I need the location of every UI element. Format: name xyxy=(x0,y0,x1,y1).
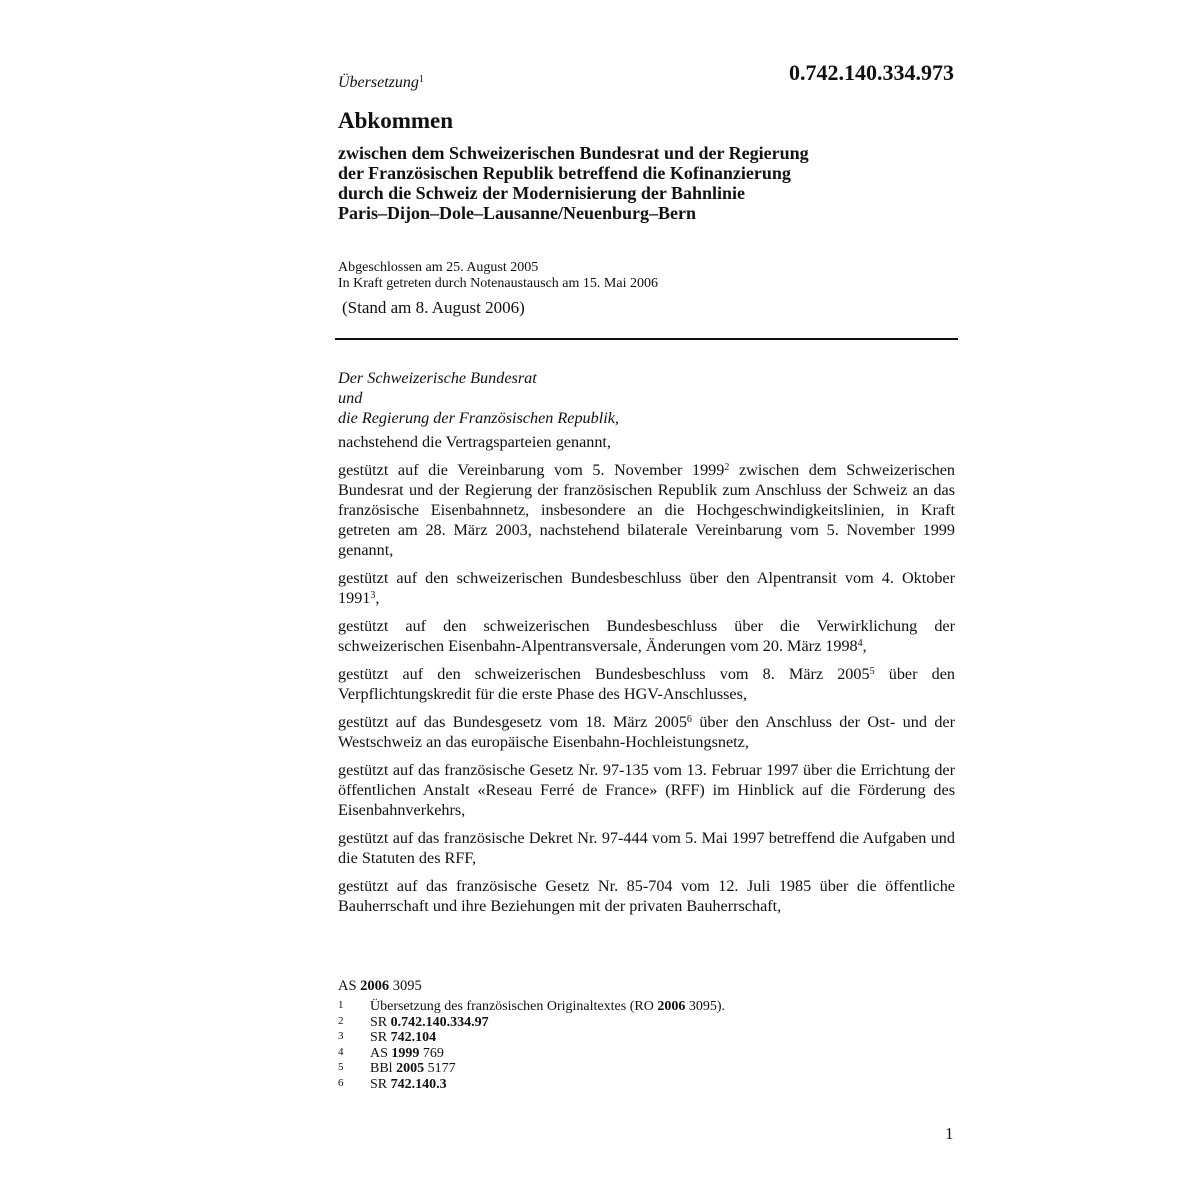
concluded-date: Abgeschlossen am 25. August 2005 xyxy=(338,260,539,275)
preamble-paragraph xyxy=(338,616,955,656)
paragraph-text: gestützt auf den schweizerischen Bundesbeschluss vom 8. März 2005 xyxy=(338,665,870,683)
as-reference xyxy=(338,978,422,995)
footnotes xyxy=(338,999,725,1092)
footnote-text: AS 1999 769 xyxy=(370,1045,444,1061)
paragraph-text: , xyxy=(375,589,380,607)
preamble-paragraph xyxy=(338,712,955,752)
party-line: und xyxy=(338,389,363,407)
preamble-paragraph xyxy=(338,664,955,704)
footnote xyxy=(338,999,725,1015)
paragraph-text: gestützt auf die Vereinbarung vom 5. November 1999 xyxy=(338,461,725,479)
as-page: 3095 xyxy=(389,978,422,994)
footnote-ref-1[interactable]: 1 xyxy=(418,74,424,85)
footnote xyxy=(338,1015,725,1031)
as-prefix: AS xyxy=(338,978,361,994)
footnote xyxy=(338,1030,725,1046)
document-title: Abkommen xyxy=(338,108,454,133)
footnote xyxy=(338,1077,725,1093)
document-subtitle xyxy=(338,143,898,223)
footnote-number: 1 xyxy=(338,999,344,1011)
document-meta xyxy=(338,260,658,292)
subtitle-line: zwischen dem Schweizerischen Bundesrat und der Regierung xyxy=(338,143,809,163)
subtitle-line: der Französischen Republik betreffend die Kofinanzierung xyxy=(338,163,791,183)
footnote-text: Übersetzung des französischen Originaltextes (RO 2006 3095). xyxy=(370,999,725,1014)
footnote-ref-3[interactable]: 3 xyxy=(370,590,376,601)
footnote-ref-6[interactable]: 6 xyxy=(686,714,692,725)
footnote-text: SR 742.140.3 xyxy=(370,1076,447,1092)
footnote-ref-5[interactable]: 5 xyxy=(869,666,875,677)
stand-date: (Stand am 8. August 2006) xyxy=(342,298,525,317)
translation-text: Übersetzung xyxy=(338,74,419,91)
footnote-ref-4[interactable]: 4 xyxy=(857,638,863,649)
footnote-text: SR 0.742.140.334.97 xyxy=(370,1014,489,1030)
preamble xyxy=(338,368,955,916)
preamble-paragraph: nachstehend die Vertragsparteien genannt, xyxy=(338,433,611,451)
subtitle-line: durch die Schweiz der Modernisierung der Bahnlinie xyxy=(338,183,746,203)
sr-number: 0.742.140.334.973 xyxy=(789,60,954,85)
preamble-paragraph: gestützt auf das französische Gesetz Nr. 85-704 vom 12. Juli 1985 über die öffentliche Bauherrschaft und ihre Beziehungen mit der privaten Bauherrschaft, xyxy=(338,877,955,915)
footnote-number: 5 xyxy=(338,1061,344,1073)
footnote xyxy=(338,1061,725,1077)
paragraph-text: zwischen dem Schweizerischen Bundesrat und der Regierung der französischen Republik zum Anschluss der Schweiz an das französische Eisenbahnnetz, insbesondere an die Hochgeschwindigkeitslinien, in Kraft getreten am 28. März 2003, nachstehend bilaterale Vereinbarung vom 5. November 1999 genannt, xyxy=(338,461,955,559)
paragraph-text: über den Anschluss der Ost- und der Westschweiz an das europäische Eisenbahn-Hochleistungsnetz, xyxy=(338,713,955,751)
footnote-ref-2[interactable]: 2 xyxy=(724,462,730,473)
translation-label xyxy=(338,74,424,92)
paragraph-text: gestützt auf den schweizerischen Bundesbeschluss über den Alpentransit vom 4. Oktober 1991 xyxy=(338,569,955,607)
preamble-paragraph: gestützt auf das französische Dekret Nr. 97-444 vom 5. Mai 1997 betreffend die Aufgaben und die Statuten des RFF, xyxy=(338,829,955,867)
preamble-paragraph xyxy=(338,568,955,608)
in-force-date: In Kraft getreten durch Notenaustausch am 15. Mai 2006 xyxy=(338,276,658,291)
paragraph-text: gestützt auf den schweizerischen Bundesbeschluss über die Verwirklichung der schweizerischen Eisenbahn-Alpentransversale, Änderungen vom 20. März 1998 xyxy=(338,617,955,655)
footnote-number: 6 xyxy=(338,1076,344,1089)
footnote-text: SR 742.104 xyxy=(370,1030,437,1045)
footnote-text: BBl 2005 5177 xyxy=(370,1061,456,1076)
footnote xyxy=(338,1046,725,1062)
as-year: 2006 xyxy=(360,978,390,994)
paragraph-text: , xyxy=(862,637,867,655)
horizontal-rule xyxy=(335,338,958,340)
preamble-paragraph: gestützt auf das französische Gesetz Nr. 97-135 vom 13. Februar 1997 über die Errichtung der öffentlichen Anstalt «Reseau Ferré de France» (RFF) im Hinblick auf die Förderung des Eisenbahnverkehrs, xyxy=(338,761,955,819)
footnote-number: 3 xyxy=(338,1030,344,1042)
footnote-number: 2 xyxy=(338,1014,344,1027)
paragraph-text: gestützt auf das Bundesgesetz vom 18. März 2005 xyxy=(338,713,687,731)
page-number: 1 xyxy=(945,1124,954,1143)
paragraph-text: über den Verpflichtungskredit für die erste Phase des HGV-Anschlusses, xyxy=(338,665,955,703)
preamble-paragraph xyxy=(338,460,955,560)
party-line: Der Schweizerische Bundesrat xyxy=(338,369,537,387)
party-line: die Regierung der Französischen Republik, xyxy=(338,409,619,427)
footnote-number: 4 xyxy=(338,1045,344,1058)
subtitle-line: Paris–Dijon–Dole–Lausanne/Neuenburg–Bern xyxy=(338,203,697,223)
